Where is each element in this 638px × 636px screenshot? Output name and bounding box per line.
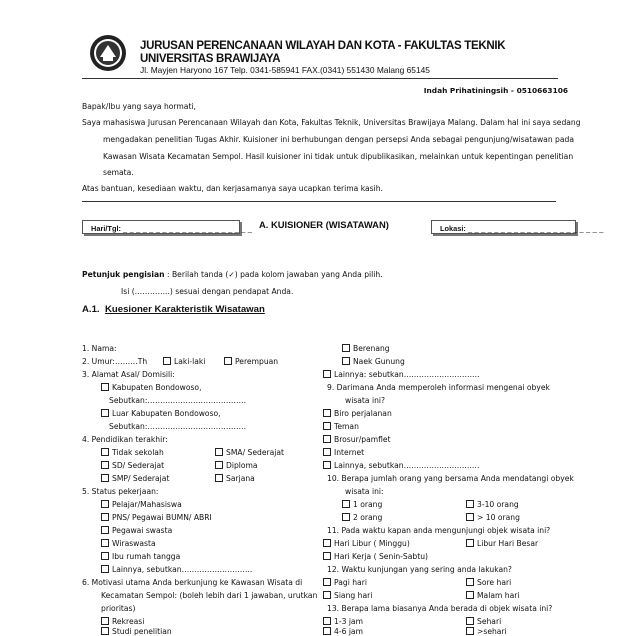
q10-option-3[interactable] [342,513,382,522]
checkbox-icon[interactable] [466,500,474,508]
section-heading [82,304,265,315]
checkbox-icon[interactable] [342,513,350,521]
checkbox-icon[interactable] [101,409,109,417]
option-label: 4-6 jam [334,627,363,636]
q9-line-2: wisata ini? [345,396,386,405]
checkbox-icon[interactable] [101,552,109,560]
checkbox-icon[interactable] [323,409,331,417]
author: Indah Prihatiningsih - 0510663106 [423,86,568,95]
checkbox-icon[interactable] [101,539,109,547]
q5-occupation: 5. Status pekerjaan: [82,487,159,496]
q4-option-6[interactable] [215,474,255,483]
q10-option-1[interactable] [342,500,382,509]
q1-name: 1. Nama: [82,344,117,353]
option-label: Laki-laki [174,357,206,366]
checkbox-icon[interactable] [323,448,331,456]
checkbox-icon[interactable] [215,461,223,469]
q6-line-2: Kecamatan Sempol: (boleh lebih dari 1 jawaban, urutkan [101,591,318,600]
option-label: Sehari [477,617,502,626]
q10-option-4[interactable] [466,513,520,522]
option-label: Luar Kabupaten Bondowoso, [112,409,221,418]
option-label: Brosur/pamflet [334,435,391,444]
location-field[interactable] [431,220,604,234]
q3-option-1[interactable] [101,383,202,392]
option-label: Hari Libur ( Minggu) [334,539,410,548]
address: Jl. Mayjen Haryono 167 Telp. 0341-585941 FAX.(0341) 551430 Malang 65145 [140,65,430,75]
option-label: 3-10 orang [477,500,519,509]
option-label: 1 orang [353,500,383,509]
q11-option-1[interactable] [323,539,410,548]
q2-male-option[interactable] [163,357,205,366]
q3-option-1-specify[interactable]: Sebutkan:………………………………… [109,396,247,405]
q10-option-2[interactable] [466,500,519,509]
q12-option-4[interactable] [466,591,519,600]
option-label: Libur Hari Besar [477,539,539,548]
option-label: Rekreasi [112,617,145,626]
instructions [82,270,383,279]
q2-age: 2. Umur:………Th [82,357,148,366]
option-label: Lainnya, sebutkan………………………. [112,565,253,574]
option-label: Lainnya, sebutkan………………………… [334,461,480,470]
instructions-text-1: : Berilah tanda (✓) pada kolom jawaban yang Anda pilih. [166,270,383,279]
checkbox-icon[interactable] [323,591,331,599]
q12-option-2[interactable] [466,578,511,587]
checkbox-icon[interactable] [342,500,350,508]
checkbox-icon[interactable] [101,474,109,482]
q4-option-4[interactable] [215,461,258,470]
option-label: Naek Gunung [353,357,405,366]
option-label: Lainnya: sebutkan………………………… [334,370,480,379]
option-label: Pagi hari [334,578,367,587]
q4-option-2[interactable] [215,448,284,457]
q13-option-2[interactable] [466,617,501,626]
option-label: Biro perjalanan [334,409,392,418]
q9-option-2[interactable] [323,422,359,431]
option-label: SMP/ Sederajat [112,474,170,483]
checkbox-icon[interactable] [101,513,109,521]
q9-line-1: 9. Darimana Anda memperoleh informasi mengenai obyek [327,383,550,392]
q13-option-1[interactable] [323,617,363,626]
checkbox-icon[interactable] [323,552,331,560]
q3-option-2[interactable] [101,409,221,418]
option-label: 2 orang [353,513,383,522]
q5-option-1[interactable] [101,500,182,509]
option-label: Hari Kerja ( Senin-Sabtu) [334,552,428,561]
checkbox-icon[interactable] [323,578,331,586]
university-logo [88,33,128,73]
checkbox-icon[interactable] [323,461,331,469]
q12-question: 12. Waktu kunjungan yang sering anda lakukan? [327,565,512,574]
option-label: Perempuan [235,357,279,366]
option-label: Teman [334,422,359,431]
checkbox-icon[interactable] [101,526,109,534]
checkbox-icon[interactable] [466,617,474,625]
option-label: SD/ Sederajat [112,461,165,470]
q4-option-3[interactable] [101,461,164,470]
q6-line-1: 6. Motivasi utama Anda berkunjung ke Kawasan Wisata di [82,578,303,587]
q5-option-6[interactable] [101,565,252,574]
option-label: PNS/ Pegawai BUMN/ ABRI [112,513,212,522]
q5-option-5[interactable] [101,552,180,561]
option-label: Studi penelitian [112,627,172,636]
location-label: Lokasi: [440,224,466,233]
checkbox-icon[interactable] [215,448,223,456]
checkbox-icon[interactable] [466,627,474,635]
r-option-swim[interactable] [342,344,390,353]
q6-option-1[interactable] [101,617,144,626]
checkbox-icon[interactable] [101,448,109,456]
q11-question: 11. Pada waktu kapan anda mengunjungi objek wisata ini? [327,526,551,535]
date-field[interactable] [82,220,253,234]
option-label: Internet [334,448,365,457]
checkbox-icon[interactable] [101,617,109,625]
checkbox-icon[interactable] [101,565,109,573]
q12-option-1[interactable] [323,578,367,587]
checkbox-icon[interactable] [466,539,474,547]
q9-option-5[interactable] [323,461,480,470]
q4-option-1[interactable] [101,448,164,457]
option-label: SMA/ Sederajat [226,448,285,457]
letter-closing: Atas bantuan, kesediaan waktu, dan kerjasamanya saya ucapkan terima kasih. [82,184,383,193]
checkbox-icon[interactable] [323,627,331,635]
letter-line-3: Kawasan Wisata Kecamatan Sempol. Hasil kuisioner ini tidak untuk dipublikasikan, melainkan untuk kepentingan penelitian [103,152,574,161]
option-label: Pelajar/Mahasiswa [112,500,182,509]
q3-option-2-specify[interactable]: Sebutkan:………………………………… [109,422,247,431]
checkbox-icon[interactable] [323,435,331,443]
institution-line-2: UNIVERSITAS BRAWIJAYA [140,53,281,65]
checkbox-icon[interactable] [323,617,331,625]
checkbox-icon[interactable] [101,627,109,635]
r-option-hike[interactable] [342,357,405,366]
checkbox-icon[interactable] [323,539,331,547]
q13-option-4[interactable] [466,627,507,636]
checkbox-icon[interactable] [466,513,474,521]
option-label: Pegawai swasta [112,526,173,535]
q5-option-2[interactable] [101,513,212,522]
option-label: Diploma [226,461,258,470]
q2-female-option[interactable] [224,357,278,366]
option-label: Ibu rumah tangga [112,552,181,561]
checkbox-icon[interactable] [342,344,350,352]
letter-line-1: Saya mahasiswa Jurusan Perencanaan Wilayah dan Kota, Fakultas Teknik, Universitas Brawijaya Malang. Dalam hal ini saya sedang [82,118,581,127]
option-label: Wiraswasta [112,539,156,548]
q11-option-2[interactable] [466,539,538,548]
q5-option-4[interactable] [101,539,156,548]
q5-option-3[interactable] [101,526,172,535]
q11-option-3[interactable] [323,552,428,561]
q4-option-5[interactable] [101,474,169,483]
q4-education: 4. Pendidikan terakhir: [82,435,168,444]
checkbox-icon[interactable] [323,422,331,430]
checkbox-icon[interactable] [101,461,109,469]
option-label: 1-3 jam [334,617,363,626]
q10-line-1: 10. Berapa jumlah orang yang bersama Anda mendatangi obyek [327,474,574,483]
option-label: Tidak sekolah [112,448,164,457]
checkbox-icon[interactable] [163,357,171,365]
option-label: >sehari [477,627,507,636]
section-number: A.1. [82,304,100,315]
instructions-label: Petunjuk pengisian [82,270,165,279]
q10-line-2: wisata ini: [345,487,384,496]
q9-option-1[interactable] [323,409,392,418]
section-title: Kuesioner Karakteristik Wisatawan [104,304,265,315]
checkbox-icon[interactable] [101,500,109,508]
checkbox-icon[interactable] [215,474,223,482]
greeting: Bapak/Ibu yang saya hormati, [82,102,196,111]
option-label: > 10 orang [477,513,520,522]
header-rule [82,78,558,79]
checkbox-icon[interactable] [224,357,232,365]
instructions-text-2: Isi (…………..) sesuai dengan pendapat Anda. [121,287,294,296]
checkbox-icon[interactable] [342,357,350,365]
option-label: Malam hari [477,591,520,600]
q12-option-3[interactable] [323,591,372,600]
q6-line-3: prioritas) [101,604,136,613]
date-label: Hari/Tgl: [91,224,121,233]
letter-line-4: semata. [103,168,134,177]
q13-question: 13. Berapa lama biasanya Anda berada di objek wisata ini? [327,604,553,613]
option-label: Siang hari [334,591,373,600]
option-label: Kabupaten Bondowoso, [112,383,202,392]
letter-rule [82,201,556,202]
questionnaire-title: A. KUISIONER (WISATAWAN) [259,219,389,230]
checkbox-icon[interactable] [466,578,474,586]
checkbox-icon[interactable] [101,383,109,391]
q9-option-3[interactable] [323,435,391,444]
location-blank: _ _ _ _ _ _ _ _ _ _ _ _ _ _ _ _ _ _ _ _ _ [467,224,604,233]
q6-option-2[interactable] [101,627,172,636]
letter-line-2: mengadakan penelitian Tugas Akhir. Kuisioner ini berhubungan dengan persepsi Anda sebagai pengunjung/wisatawan pada [103,135,575,144]
r-option-other[interactable] [323,370,480,379]
q3-address: 3. Alamat Asal/ Domisili: [82,370,175,379]
checkbox-icon[interactable] [466,591,474,599]
q9-option-4[interactable] [323,448,364,457]
q13-option-3[interactable] [323,627,363,636]
option-label: Sore hari [477,578,512,587]
option-label: Berenang [353,344,390,353]
date-blank: _ _ _ _ _ _ _ _ _ _ _ _ _ _ _ _ _ _ _ _ [123,224,253,233]
option-label: Sarjana [226,474,255,483]
checkbox-icon[interactable] [323,370,331,378]
institution-line-1: JURUSAN PERENCANAAN WILAYAH DAN KOTA - FAKULTAS TEKNIK [140,40,506,52]
